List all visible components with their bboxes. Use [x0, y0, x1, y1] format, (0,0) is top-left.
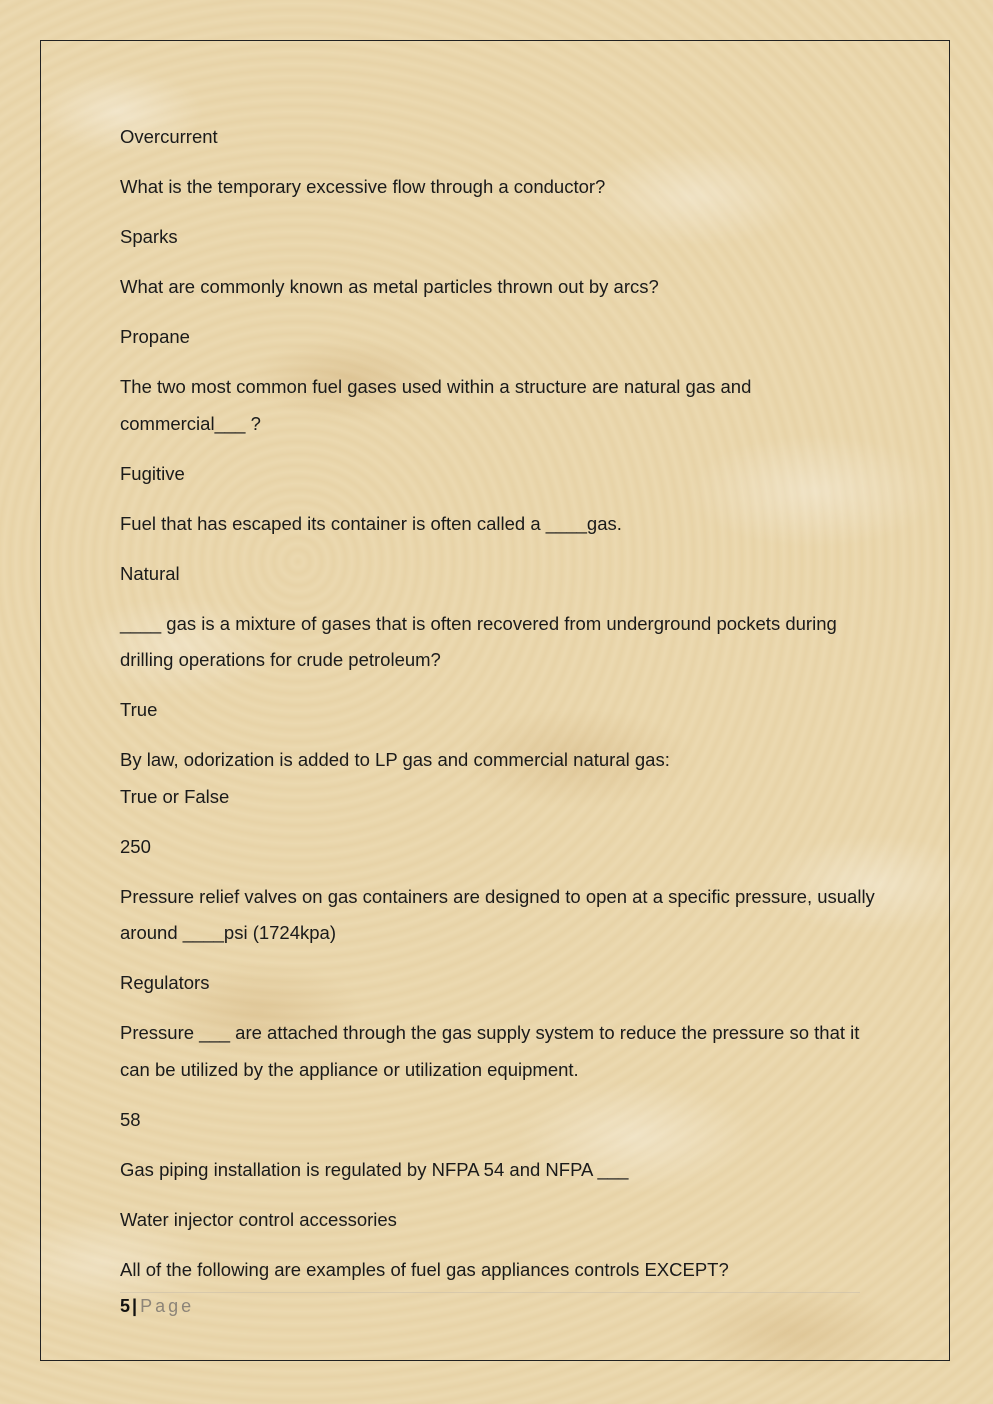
question-text: True or False	[120, 785, 230, 807]
page-footer	[120, 1294, 194, 1318]
question-text: Pressure ___ are attached through the gas supply system to reduce the pressure so that it can be utilized by the appliance or utilization equipment.	[120, 1022, 860, 1080]
answer-text: Natural	[120, 562, 180, 584]
question-text: Pressure relief valves on gas containers are designed to open at a specific pressure, usually around ____psi (1724kpa)	[120, 885, 875, 943]
question-text: Fuel that has escaped its container is often called a ____gas.	[120, 512, 622, 534]
question-text: By law, odorization is added to LP gas and commercial natural gas:	[120, 749, 670, 770]
answer-text: Sparks	[120, 226, 178, 247]
question-text: All of the following are examples of fuel gas appliances controls EXCEPT?	[120, 1258, 729, 1280]
question-text: What are commonly known as metal particles thrown out by arcs?	[120, 276, 659, 297]
answer-text: 250	[120, 835, 151, 857]
footer-divider	[120, 1292, 860, 1293]
document-body	[120, 119, 880, 1302]
answer-text: Propane	[120, 326, 190, 347]
answer-text: Water injector control accessories	[120, 1208, 397, 1230]
answer-text: 58	[120, 1108, 141, 1130]
question-text: What is the temporary excessive flow through a conductor?	[120, 176, 606, 197]
question-text: ____ gas is a mixture of gases that is often recovered from underground pockets during drilling operations for crude petroleum?	[120, 612, 837, 670]
question-text: The two most common fuel gases used within a structure are natural gas and commercial___ ?	[120, 376, 752, 434]
answer-text: True	[120, 699, 158, 720]
answer-text: Regulators	[120, 972, 210, 993]
answer-text: Fugitive	[120, 462, 185, 484]
answer-text: Overcurrent	[120, 126, 218, 147]
question-text: Gas piping installation is regulated by NFPA 54 and NFPA ___	[120, 1158, 629, 1180]
footer-separator: |	[132, 1296, 138, 1316]
page-number: 5	[120, 1296, 131, 1316]
page-label: Page	[140, 1296, 195, 1316]
